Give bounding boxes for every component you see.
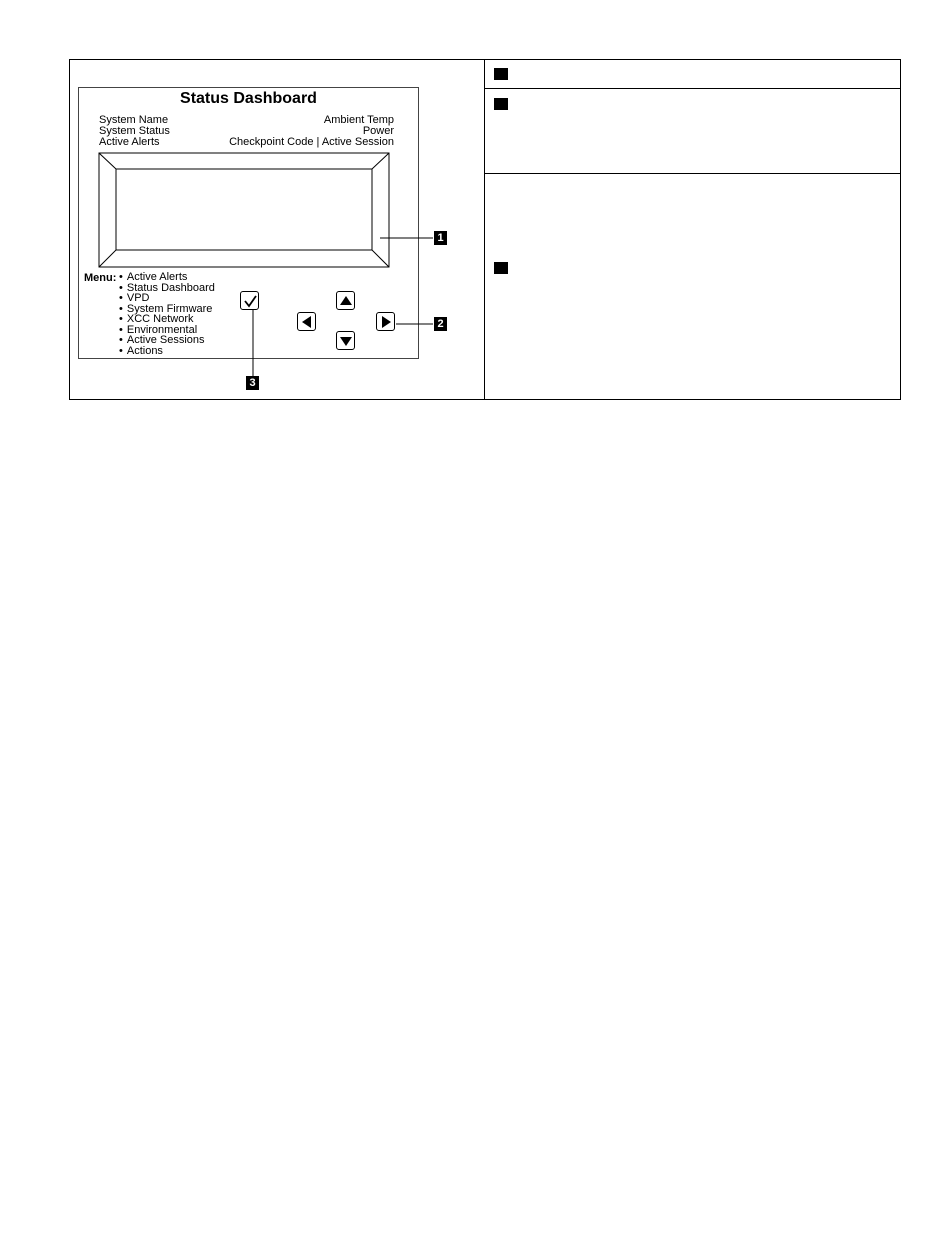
label-ambient-temp: Ambient Temp — [323, 114, 394, 126]
label-system-status: System Status — [99, 125, 170, 137]
menu-item-active-alerts: • Active Alerts — [119, 272, 215, 283]
label-system-name: System Name — [99, 114, 169, 126]
label-checkpoint-active-session: Checkpoint Code | Active Session — [229, 136, 394, 148]
left-button — [297, 312, 316, 331]
right-arrow-icon — [377, 313, 396, 332]
menu-label: Menu: — [84, 272, 117, 284]
panel-title: Status Dashboard — [180, 90, 317, 107]
label-active-alerts: Active Alerts — [99, 136, 160, 148]
menu-item-active-sessions: • Active Sessions — [119, 335, 215, 346]
menu-item-system-firmware: • System Firmware — [119, 304, 215, 315]
right-button — [376, 312, 395, 331]
callout-1: 1 — [434, 231, 447, 245]
menu-list — [119, 272, 215, 356]
menu-item-vpd: • VPD — [119, 293, 215, 304]
left-arrow-icon — [298, 313, 317, 332]
up-button — [336, 291, 355, 310]
callout-2: 2 — [434, 317, 447, 331]
label-power: Power — [362, 125, 394, 137]
select-button — [240, 291, 259, 310]
menu-item-environmental: • Environmental — [119, 325, 215, 336]
menu-item-xcc-network: • XCC Network — [119, 314, 215, 325]
menu-item-actions: • Actions — [119, 346, 215, 357]
down-arrow-icon — [337, 332, 356, 351]
menu-item-status-dashboard: • Status Dashboard — [119, 283, 215, 294]
callout-3: 3 — [246, 376, 259, 390]
up-arrow-icon — [337, 292, 356, 311]
down-button — [336, 331, 355, 350]
select-icon — [241, 292, 260, 311]
